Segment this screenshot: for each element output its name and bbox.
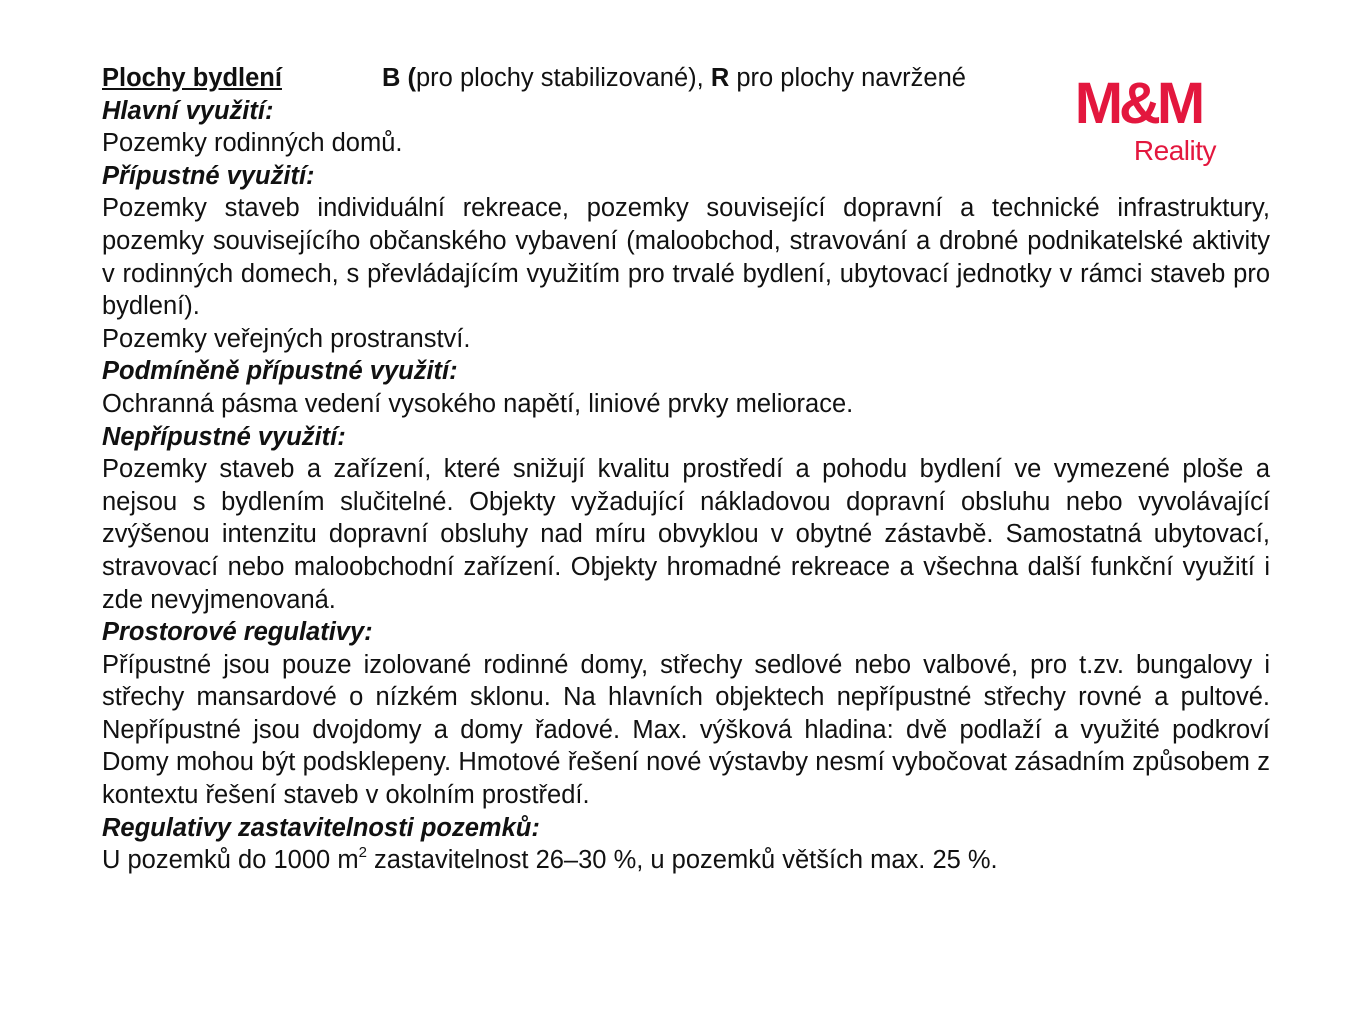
permitted-use-heading: Přípustné využití: xyxy=(102,161,315,190)
buildability-heading: Regulativy zastavitelnosti pozemků: xyxy=(102,813,540,842)
logo-subtitle: Reality xyxy=(1133,135,1216,166)
code-b-text: pro plochy stabilizované), xyxy=(416,64,711,92)
code-r: R xyxy=(710,64,730,92)
permitted-use-text: Pozemky staveb individuální rekreace, pozemky související dopravní a technické infrastruktury, pozemky souvisejícího občanského vybavení (maloobchod, stravování a drobné podnikatelské aktivity v rodinných domech, s převládajícím využitím pro trvalé bydlení, ubytovací jednotky v rámci staveb pro bydlení). xyxy=(102,194,1270,321)
page-title: Plochy bydlení xyxy=(102,64,282,92)
conditional-use-heading: Podmíněně přípustné využití: xyxy=(102,357,458,386)
document-body xyxy=(102,62,1270,877)
conditional-use-text: Ochranná pásma vedení vysokého napětí, liniové prvky meliorace. xyxy=(102,389,854,418)
spatial-regulations-text: Přípustné jsou pouze izolované rodinné domy, střechy sedlové nebo valbové, pro t.zv. bungalovy i střechy mansardové o nízkém sklonu. Na hlavních objektech nepřípustné střechy rovné a pultové. Nepřípustné jsou dvojdomy a domy řadové. Max. výšková hladina: dvě podlaží a využité podkroví Domy mohou být podsklepeny. Hmotové řešení nové výstavby nesmí vybočovat zásadním způsobem z kontextu řešení staveb v okolním prostředí. xyxy=(102,650,1270,810)
code-b: B ( xyxy=(382,64,416,92)
spatial-regulations-heading: Prostorové regulativy: xyxy=(102,618,373,647)
buildability-text xyxy=(102,844,1270,877)
permitted-use-text-2: Pozemky veřejných prostranství. xyxy=(102,324,471,353)
buildability-text-b: zastavitelnost 26–30 %, u pozemků větších max. 25 %. xyxy=(366,846,998,875)
forbidden-use-heading: Nepřípustné využití: xyxy=(102,422,346,451)
square-superscript: 2 xyxy=(358,843,367,861)
logo-mark: M&M xyxy=(1074,71,1202,136)
forbidden-use-text: Pozemky staveb a zařízení, které snižují kvalitu prostředí a pohodu bydlení ve vymezené ploše a nejsou s bydlením slučitelné. Objekty vyžadující nákladovou dopravní obsluhu nebo vyvolávající zvýšenou intenzitu dopravní obsluhy nad míru obvyklou v obytné zástavbě. Samostatná ubytovací, stravovací nebo maloobchodní zařízení. Objekty hromadné rekreace a všechna další funkční využití i zde nevyjmenovaná. xyxy=(102,455,1270,614)
main-use-heading: Hlavní využití: xyxy=(102,96,274,125)
code-r-text: pro plochy navržené xyxy=(729,64,966,92)
buildability-text-a: U pozemků do 1000 m xyxy=(102,846,359,875)
main-use-text: Pozemky rodinných domů. xyxy=(102,129,403,158)
mm-reality-logo xyxy=(1058,71,1218,172)
